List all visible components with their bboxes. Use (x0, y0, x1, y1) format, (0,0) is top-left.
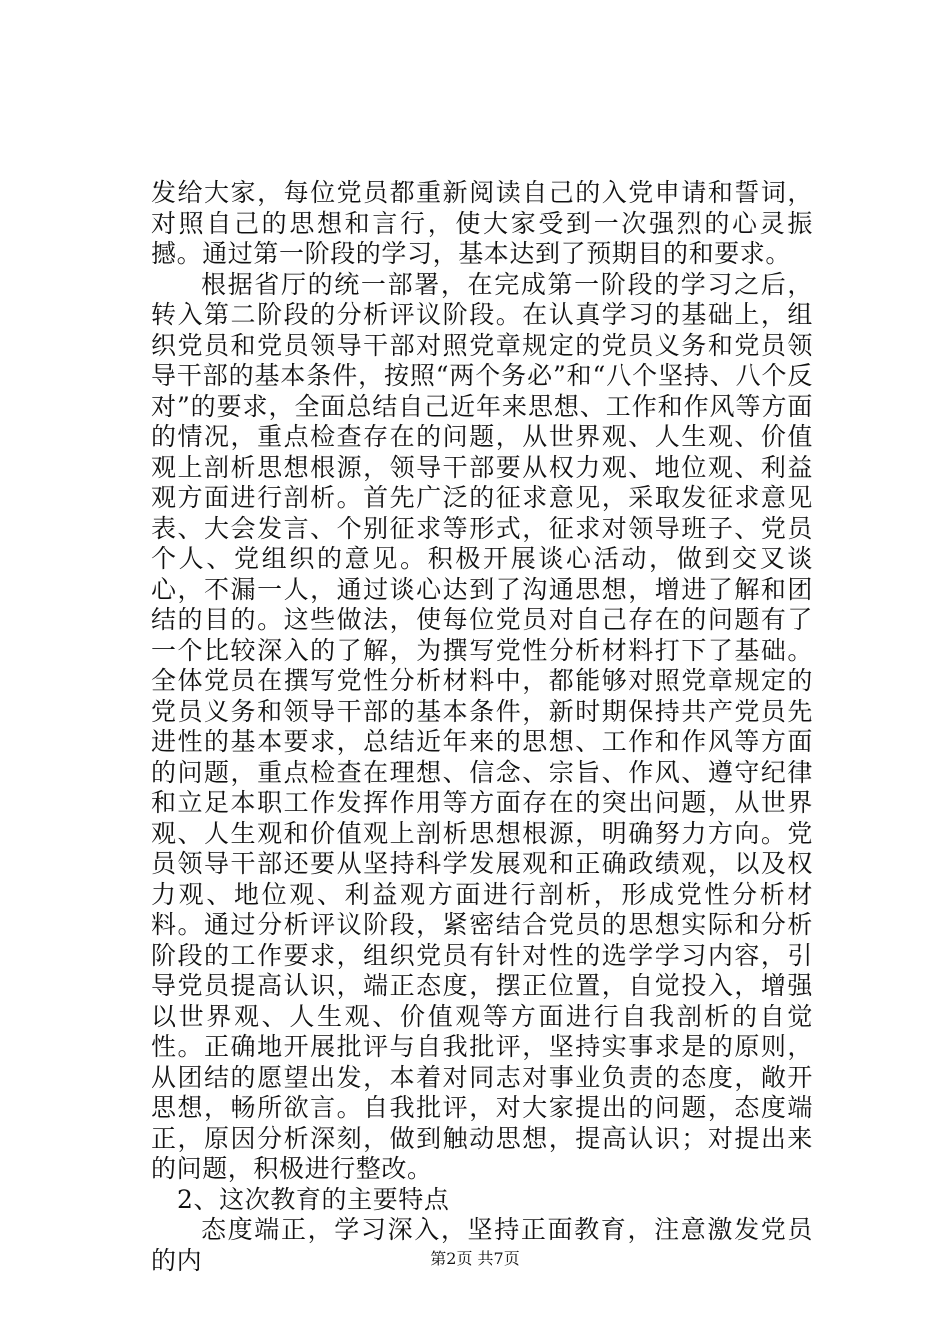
paragraph-3: 态度端正，学习深入，坚持正面教育，注意激发党员的内 (151, 1215, 813, 1275)
page-footer: 第2页 共7页 (430, 1249, 520, 1268)
paragraph-1: 发给大家，每位党员都重新阅读自己的入党申请和誓词，对照自己的思想和言行，使大家受到一次强烈的心灵振撼。通过第一阶段的学习，基本达到了预期目的和要求。 (151, 178, 813, 268)
document-body (151, 178, 813, 1276)
paragraph-2: 根据省厅的统一部署，在完成第一阶段的学习之后，转入第二阶段的分析评议阶段。在认真学习的基础上，组织党员和党员领导干部对照党章规定的党员义务和党员领导干部的基本条件，按照“两个务必”和“八个坚持、八个反对”的要求，全面总结自己近年来思想、工作和作风等方面的情况，重点检查存在的问题，从世界观、人生观、价值观上剖析思想根源，领导干部要从权力观、地位观、利益观方面进行剖析。首先广泛的征求意见，采取发征求意见表、大会发言、个别征求等形式，征求对领导班子、党员个人、党组织的意见。积极开展谈心活动，做到交叉谈心，不漏一人，通过谈心达到了沟通思想，增进了解和团结的目的。这些做法，使每位党员对自己存在的问题有了一个比较深入的了解，为撰写党性分析材料打下了基础。全体党员在撰写党性分析材料中，都能够对照党章规定的党员义务和领导干部的基本条件，新时期保持共产党员先进性的基本要求，总结近年来的思想、工作和作风等方面的问题，重点检查在理想、信念、宗旨、作风、遵守纪律和立足本职工作发挥作用等方面存在的突出问题，从世界观、人生观和价值观上剖析思想根源，明确努力方向。党员领导干部还要从坚持科学发展观和正确政绩观，以及权力观、地位观、利益观方面进行剖析，形成党性分析材料。通过分析评议阶段，紧密结合党员的思想实际和分析阶段的工作要求，组织党员有针对性的选学学习内容，引导党员提高认识，端正态度，摆正位置，自觉投入，增强以世界观、人生观、价值观等方面进行自我剖析的自觉性。正确地开展批评与自我批评，坚持实事求是的原则，从团结的愿望出发，本着对同志对事业负责的态度，敞开思想，畅所欲言。自我批评，对大家提出的问题，态度端正，原因分析深刻，做到触动思想，提高认识；对提出来的问题，积极进行整改。 (151, 269, 813, 1183)
section-heading: 2、这次教育的主要特点 (177, 1184, 450, 1214)
